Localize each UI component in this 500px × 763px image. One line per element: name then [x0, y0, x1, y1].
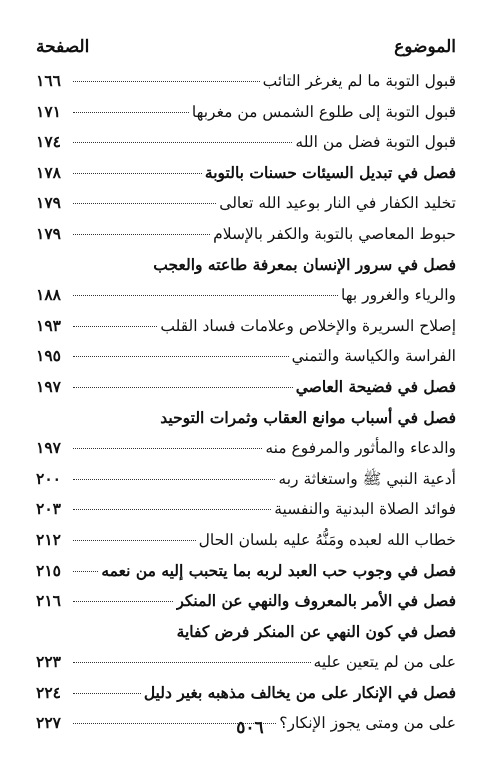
toc-entry [36, 127, 456, 158]
dot-leader [73, 387, 293, 388]
toc-entry-page: ١٩٥ [36, 346, 61, 366]
toc-entry-title: فصل في فضيحة العاصي [295, 376, 456, 396]
page-column-label: الصفحة [36, 37, 90, 57]
toc-entry [36, 219, 456, 250]
toc-entry-title: قبول التوبة إلى طلوع الشمس من مغربها [191, 102, 456, 121]
toc-entry-page: ١٧٩ [36, 193, 61, 213]
dot-leader [73, 81, 260, 82]
toc-entry [36, 372, 456, 403]
table-of-contents [36, 66, 456, 739]
dot-leader [73, 326, 157, 327]
toc-entry [36, 341, 456, 372]
toc-entry [36, 403, 456, 434]
toc-entry-page: ٢٠٣ [36, 499, 61, 519]
dot-leader [73, 509, 271, 510]
toc-entry [36, 678, 456, 709]
dot-leader [73, 295, 338, 296]
toc-entry-page: ٢٢٤ [36, 682, 61, 702]
toc-entry-title: فصل في كون النهي عن المنكر فرض كفاية [176, 621, 456, 641]
toc-entry-title: الفراسة والكياسة والتمني [291, 347, 456, 366]
dot-leader [73, 234, 210, 235]
dot-leader [73, 540, 196, 541]
dot-leader [73, 601, 173, 602]
toc-entry-title: إصلاح السريرة والإخلاص وعلامات فساد القلب [160, 316, 456, 335]
toc-entry [36, 311, 456, 342]
dot-leader [73, 142, 292, 143]
toc-entry [36, 525, 456, 556]
topic-column-label: الموضوع [394, 37, 456, 57]
toc-entry-title: والدعاء والمأثور والمرفوع منه [265, 439, 456, 458]
toc-entry-page: ١٩٧ [36, 376, 61, 396]
toc-entry [36, 250, 456, 281]
toc-entry-page: ١٧٨ [36, 162, 61, 182]
toc-entry [36, 647, 456, 678]
toc-entry [36, 464, 456, 495]
toc-entry-title: فوائد الصلاة البدنية والنفسية [274, 500, 456, 519]
toc-entry-page: ١٨٨ [36, 285, 61, 305]
dot-leader [73, 693, 141, 694]
toc-entry-page: ١٧١ [36, 101, 61, 121]
toc-entry [36, 494, 456, 525]
toc-entry-title: فصل في سرور الإنسان بمعرفة طاعته والعجب [153, 254, 456, 274]
toc-entry-title: على من لم يتعين عليه [313, 653, 456, 672]
toc-entry-page: ٢٢٣ [36, 652, 61, 672]
toc-entry-title: فصل في تبديل السيئات حسنات بالتوبة [204, 162, 456, 182]
dot-leader [73, 571, 98, 572]
dot-leader [73, 662, 311, 663]
dot-leader [73, 203, 216, 204]
dot-leader [73, 356, 289, 357]
toc-entry [36, 617, 456, 648]
toc-header [36, 32, 456, 62]
toc-entry [36, 158, 456, 189]
toc-entry-title: فصل في الإنكار على من يخالف مذهبه بغير دليل [143, 682, 456, 702]
toc-entry-title: والرياء والغرور بها [341, 286, 456, 305]
toc-entry-title: حبوط المعاصي بالتوبة والكفر بالإسلام [213, 224, 456, 243]
dot-leader [73, 112, 189, 113]
toc-entry-title: فصل في أسباب موانع العقاب وثمرات التوحيد [160, 407, 456, 427]
toc-entry-title: فصل في الأمر بالمعروف والنهي عن المنكر [176, 591, 456, 611]
toc-entry-page: ٢١٢ [36, 529, 61, 549]
toc-entry-page: ١٧٤ [36, 132, 61, 152]
toc-entry [36, 433, 456, 464]
toc-entry-title: فصل في وجوب حب العبد لربه بما يتحبب إليه من نعمه [101, 560, 456, 580]
toc-entry-title: أدعية النبي ﷺ واستغاثة ربه [278, 469, 456, 488]
toc-entry [36, 586, 456, 617]
toc-entry-page: ١٧٩ [36, 223, 61, 243]
toc-entry [36, 556, 456, 587]
toc-entry-page: ١٦٦ [36, 71, 61, 90]
toc-entry [36, 66, 456, 97]
toc-entry-title: خطاب الله لعبده ومَنُّهُ عليه بلسان الحال [198, 530, 456, 549]
page-number: ٥٠٦ [236, 718, 264, 738]
toc-entry-title: قبول التوبة فضل من الله [295, 133, 456, 152]
toc-entry-page: ٢١٥ [36, 560, 61, 580]
toc-entry [36, 188, 456, 219]
toc-entry [36, 97, 456, 128]
dot-leader [73, 448, 262, 449]
dot-leader [73, 173, 202, 174]
toc-entry-page: ٢١٦ [36, 591, 61, 611]
toc-entry-page: ١٩٧ [36, 438, 61, 458]
toc-entry-page: ١٩٣ [36, 315, 61, 335]
toc-entry-title: على من ومتى يجوز الإنكار؟ [279, 714, 456, 733]
dot-leader [73, 479, 275, 480]
toc-entry-title: قبول التوبة ما لم يغرغر التائب [262, 72, 456, 90]
toc-entry-page: ٢٠٠ [36, 468, 61, 488]
toc-entry [36, 280, 456, 311]
toc-entry-page: ٢٢٧ [36, 713, 61, 733]
toc-entry-title: تخليد الكفار في النار بوعيد الله تعالى [219, 194, 456, 213]
